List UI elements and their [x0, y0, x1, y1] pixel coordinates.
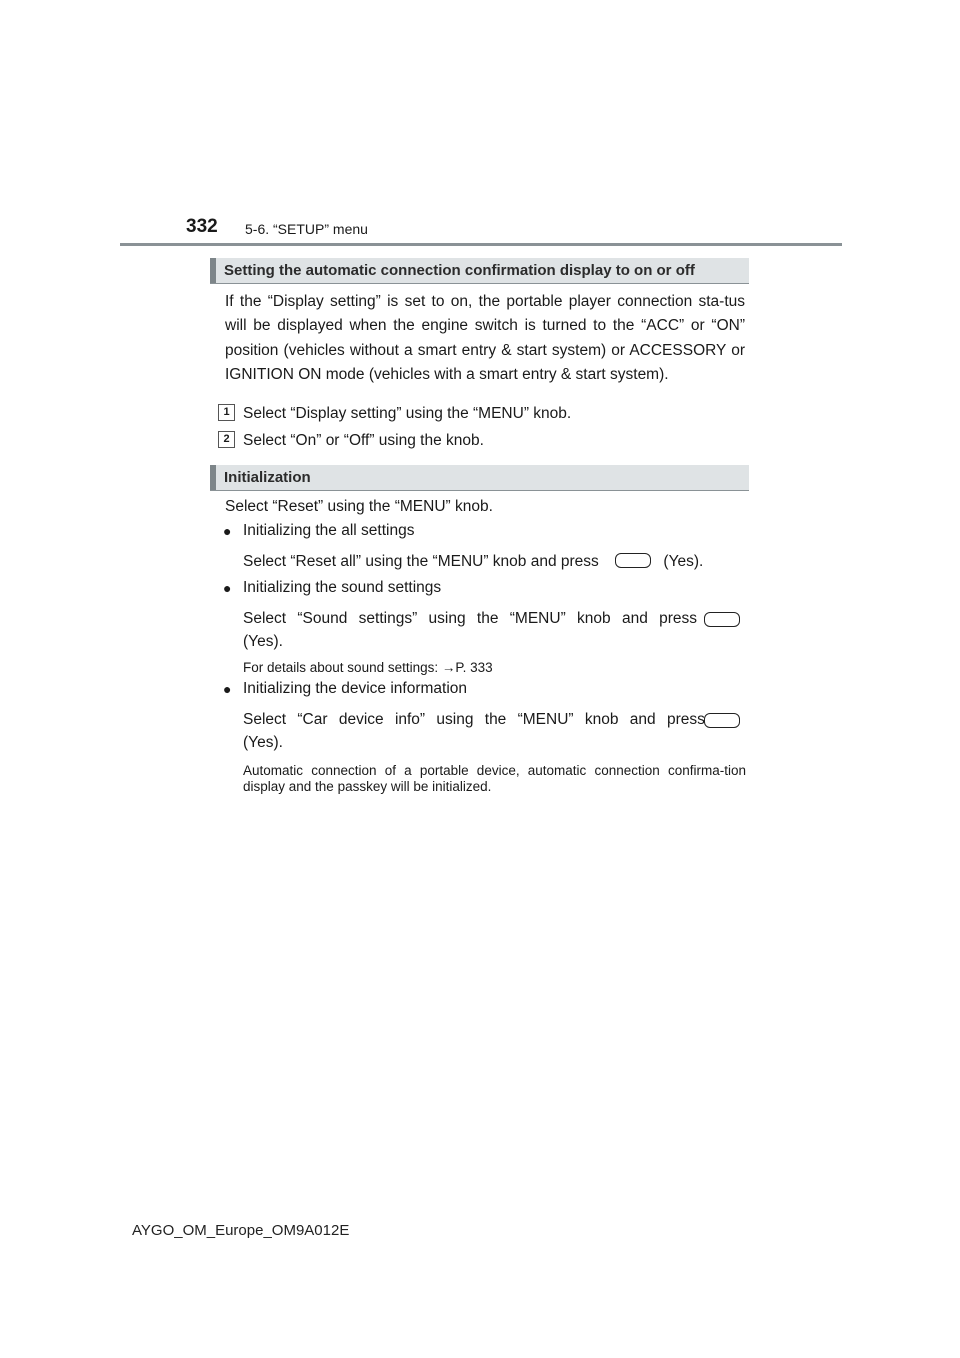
intro-paragraph: If the “Display setting” is set to on, the portable player connection sta-tus will be displayed when the engine switch is turned to the “ACC” or “ON” position (vehicles without a smart entry & start system) or ACCESSORY or IGNITION ON mode (vehicles with a smart entry & start system).: [225, 293, 745, 384]
step-number-badge: 1: [218, 404, 235, 421]
document-code: AYGO_OM_Europe_OM9A012E: [132, 1222, 350, 1239]
instruction-text: Select “Reset all” using the “MENU” knob and press: [243, 553, 599, 570]
heading-accent: [210, 465, 216, 490]
item-title: Initializing the sound settings: [243, 579, 442, 596]
section-title: 5-6. “SETUP” menu: [245, 221, 368, 237]
instruction-suffix: (Yes).: [243, 633, 283, 650]
instruction-suffix: (Yes).: [243, 734, 283, 751]
item-instruction: [243, 552, 703, 572]
step-number-badge: 2: [218, 431, 235, 448]
heading-text: Initialization: [224, 469, 311, 486]
step-text: Select “Display setting” using the “MENU” knob.: [243, 405, 572, 422]
heading-display-setting: [210, 258, 749, 284]
item-instruction: Select “Car device info” using the “MENU” knob and press: [243, 711, 705, 728]
bullet-icon: ●: [223, 523, 232, 539]
heading-text: Setting the automatic connection confirmation display to on or off: [224, 262, 695, 279]
yes-button-icon: [704, 612, 740, 627]
heading-initialization: [210, 465, 749, 491]
step-text: Select “On” or “Off” using the knob.: [243, 432, 484, 449]
yes-button-icon: [615, 553, 651, 568]
page-number: 332: [186, 216, 218, 237]
reset-instruction: Select “Reset” using the “MENU” knob.: [225, 498, 493, 515]
bullet-icon: ●: [223, 580, 232, 596]
header-divider: [120, 243, 842, 246]
heading-accent: [210, 258, 216, 283]
bullet-icon: ●: [223, 681, 232, 697]
instruction-suffix: (Yes).: [663, 553, 704, 570]
device-info-note: Automatic connection of a portable device, automatic connection confirma-tion display and the passkey will be initialized.: [243, 763, 746, 794]
item-title: Initializing the device information: [243, 680, 468, 697]
item-instruction: Select “Sound settings” using the “MENU” knob and press: [243, 610, 698, 627]
sound-settings-note: For details about sound settings: →P. 333: [243, 660, 493, 675]
item-title: Initializing the all settings: [243, 522, 415, 539]
yes-button-icon: [704, 713, 740, 728]
